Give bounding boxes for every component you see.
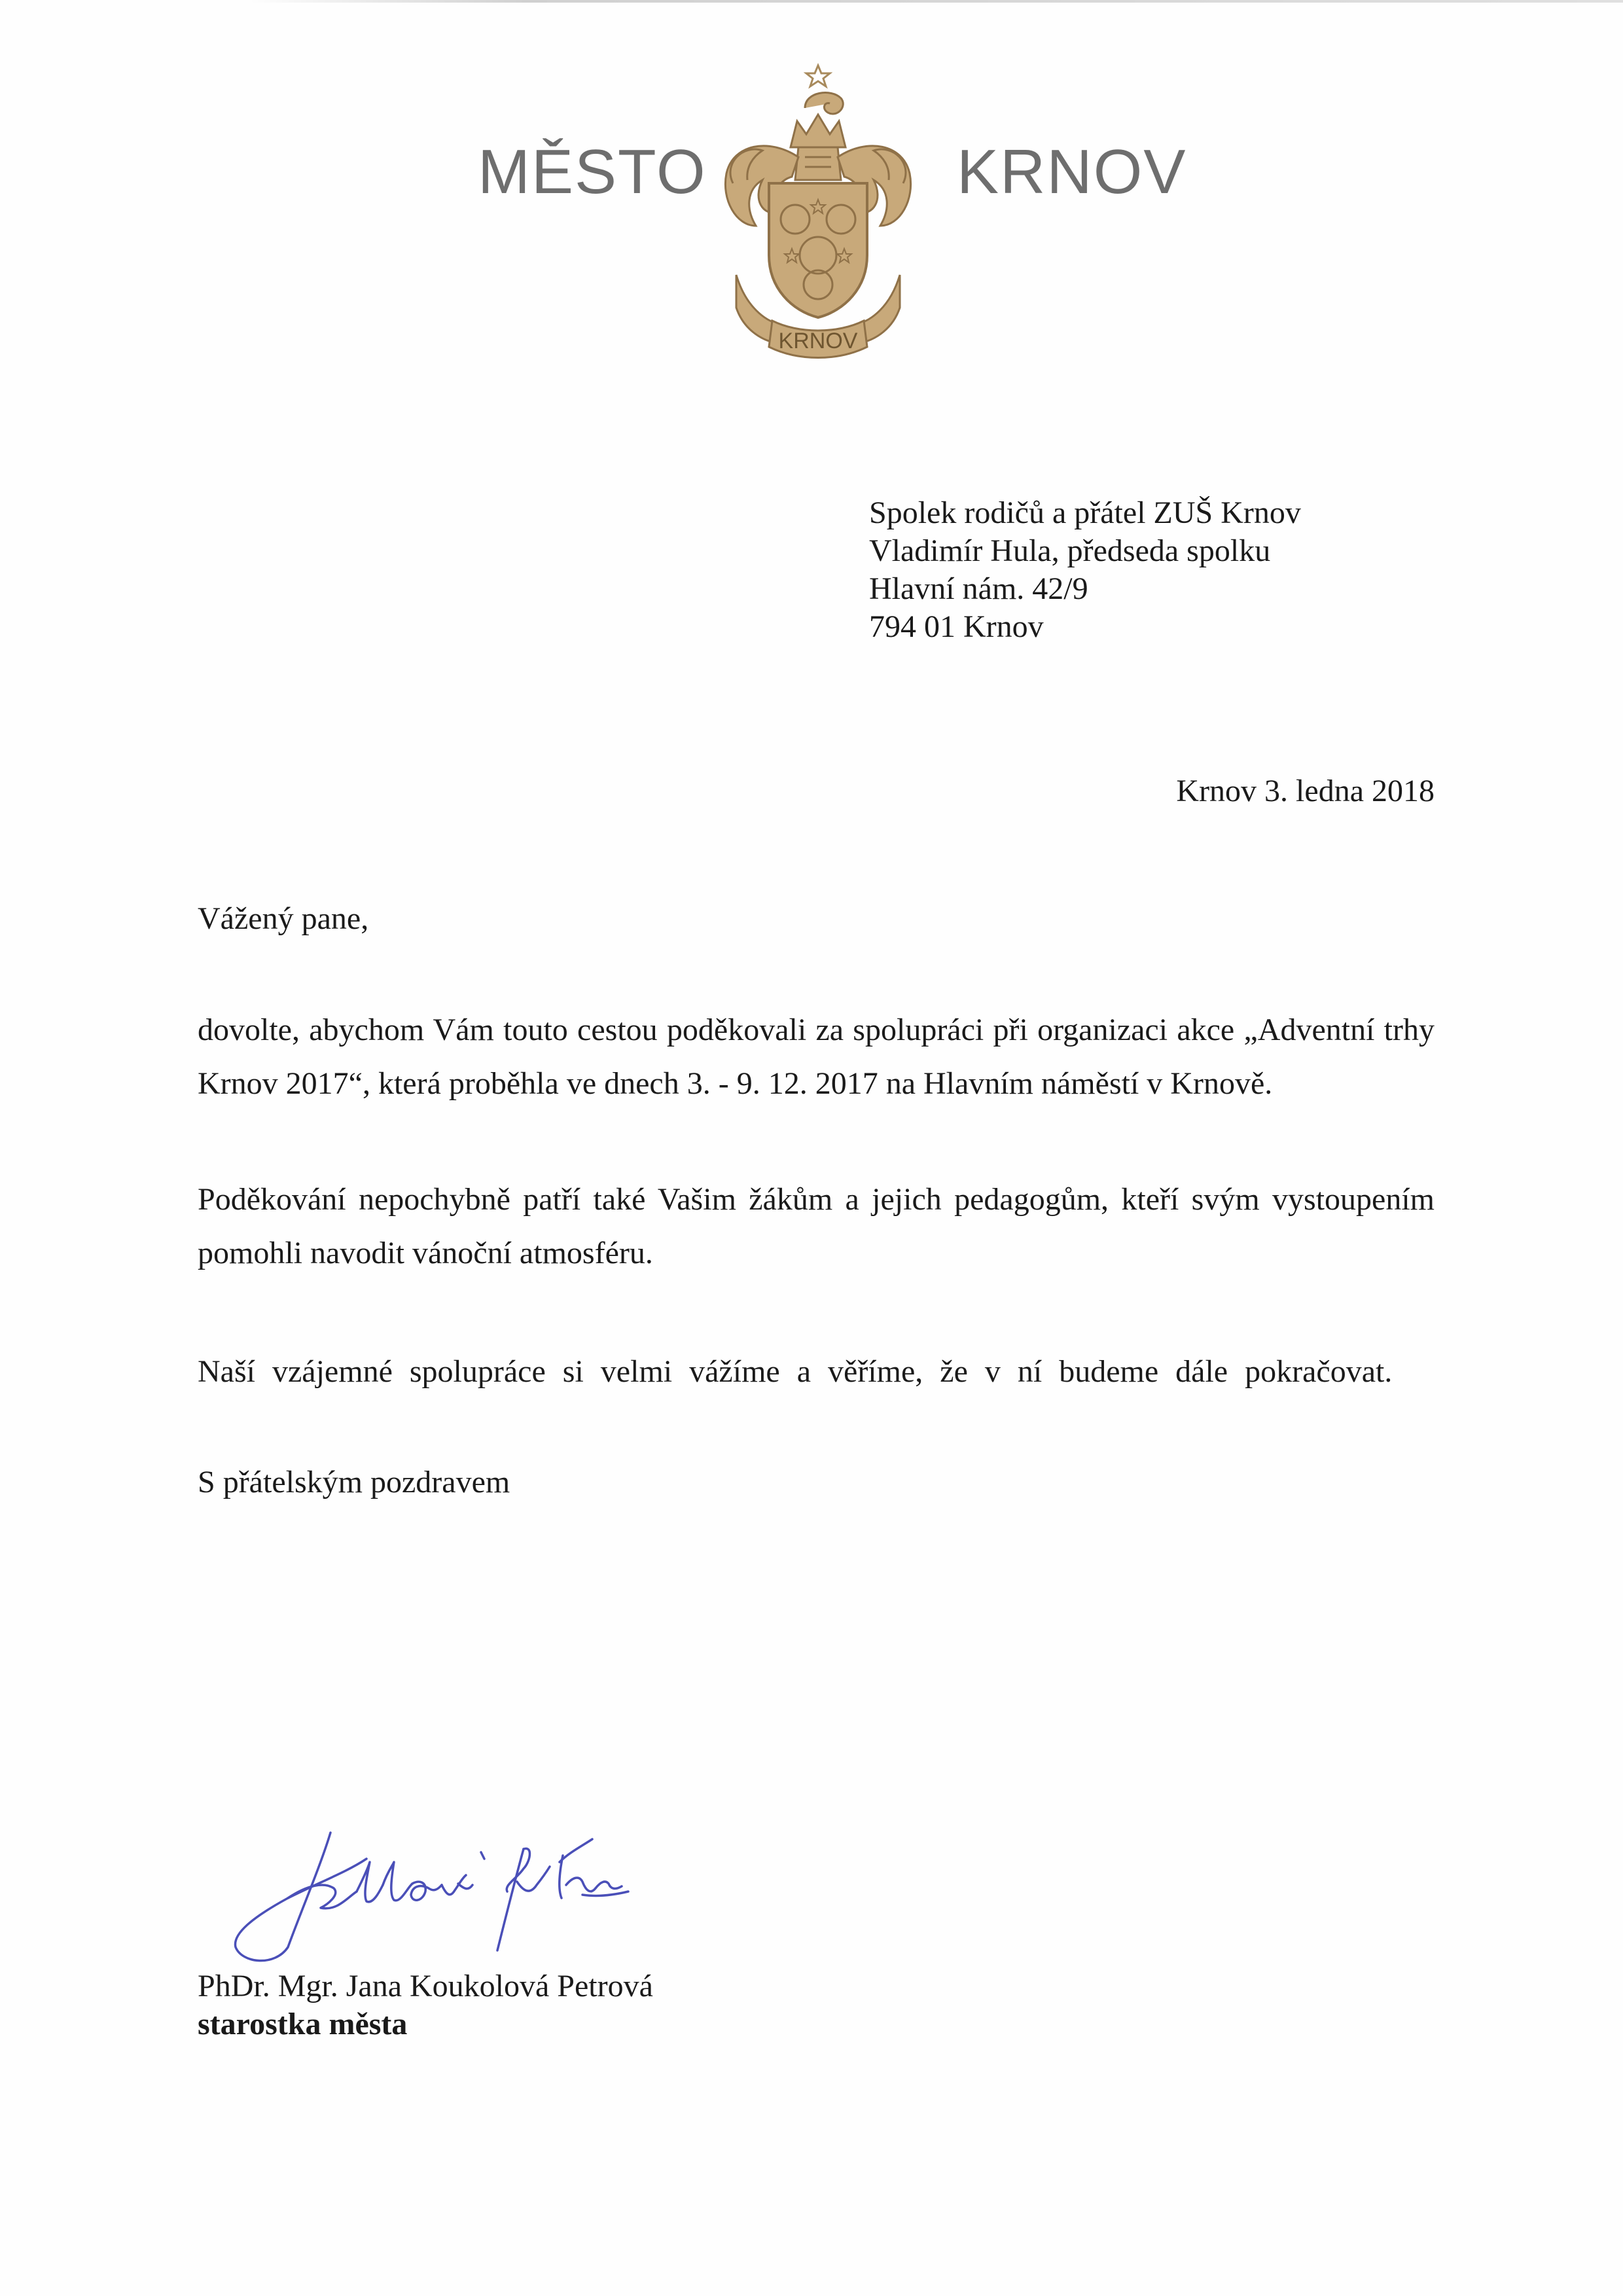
letterhead-word-right: KRNOV <box>957 137 1187 207</box>
crest-helmet <box>795 147 841 180</box>
crest-crown <box>791 115 846 147</box>
scan-edge-shadow <box>249 0 1623 3</box>
signer-role: starostka města <box>198 2007 408 2041</box>
recipient-city: 794 01 Krnov <box>869 609 1044 644</box>
recipient-person: Vladimír Hula, předseda spolku <box>869 533 1271 568</box>
crest-top-curl <box>805 93 843 114</box>
crest-ribbon-text: KRNOV <box>778 329 858 353</box>
krnov-coat-of-arms-logo <box>707 59 929 373</box>
body-paragraph-2: Poděkování nepochybně patří také Vašim žákům a jejich pedagogům, kteří svým vystoupením pomohli navodit vánoční atmosféru. <box>198 1182 1435 1270</box>
recipient-address <box>869 494 1301 646</box>
body-paragraph-3: Naší vzájemné spolupráce si velmi vážíme a věříme, že v ní budeme dále pokračovat. <box>198 1354 1393 1389</box>
body-paragraph-1: dovolte, abychom Vám touto cestou poděkovali za spolupráci při organizaci akce „Adventní trhy Krnov 2017“, která proběhla ve dnech 3. - 9. 12. 2017 na Hlavním náměstí v Krnově. <box>198 1013 1435 1101</box>
salutation: Vážený pane, <box>198 901 369 936</box>
crest-star <box>806 65 830 86</box>
signer-name: PhDr. Mgr. Jana Koukolová Petrová <box>198 1969 653 2003</box>
letterhead <box>0 59 1623 386</box>
recipient-organization: Spolek rodičů a přátel ZUŠ Krnov <box>869 495 1301 530</box>
letter-date: Krnov 3. ledna 2018 <box>1176 774 1435 808</box>
closing-phrase: S přátelským pozdravem <box>198 1465 510 1499</box>
handwritten-signature <box>216 1806 740 1977</box>
crest-shield <box>769 183 867 317</box>
letterhead-word-left: MĚSTO <box>478 137 707 207</box>
recipient-street: Hlavní nám. 42/9 <box>869 571 1088 606</box>
